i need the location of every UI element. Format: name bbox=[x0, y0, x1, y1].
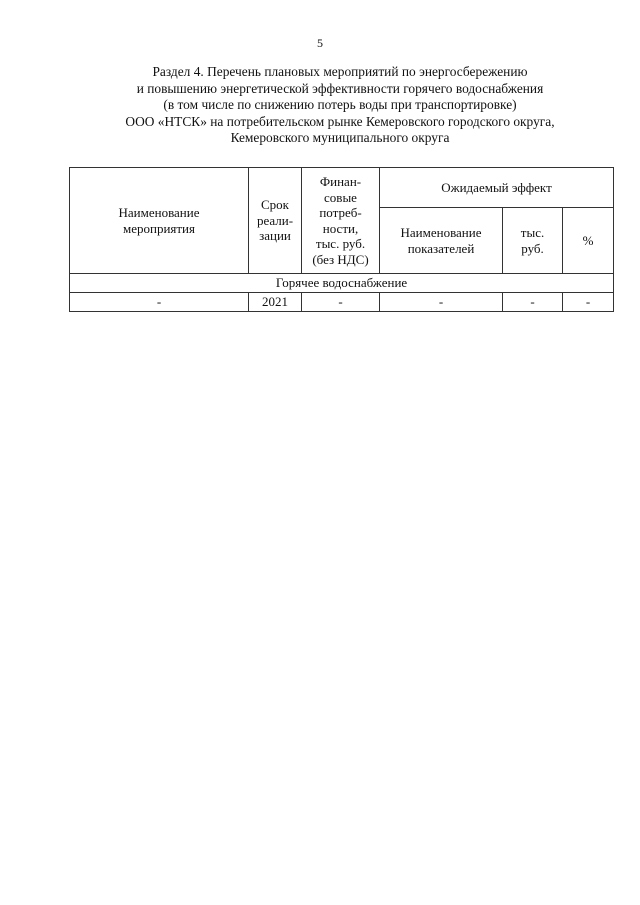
section-title-hot-water: Горячее водоснабжение bbox=[70, 274, 614, 293]
cell-financial: - bbox=[302, 293, 380, 312]
cell-indicator-name: - bbox=[380, 293, 503, 312]
header-term: Срок реали- зации bbox=[249, 168, 302, 274]
section-heading bbox=[60, 64, 620, 147]
section-row bbox=[70, 274, 614, 293]
cell-percent: - bbox=[563, 293, 614, 312]
heading-line: и повышению энергетической эффективности горячего водоснабжения bbox=[136, 80, 544, 96]
header-thousand-rub: тыс. руб. bbox=[503, 208, 563, 274]
cell-measure-name: - bbox=[70, 293, 249, 312]
header-financial-needs: Финан- совые потреб- ности, тыс. руб. (без НДС) bbox=[302, 168, 380, 274]
header-indicator-name: Наименование показателей bbox=[380, 208, 503, 274]
cell-thousand-rub: - bbox=[503, 293, 563, 312]
table-header-row bbox=[70, 168, 614, 208]
table-row bbox=[70, 293, 614, 312]
page-number: 5 bbox=[317, 36, 323, 50]
cell-term: 2021 bbox=[249, 293, 302, 312]
heading-line: ООО «НТСК» на потребительском рынке Кемеровского городского округа, bbox=[125, 113, 555, 129]
heading-line: (в том числе по снижению потерь воды при транспортировке) bbox=[163, 97, 517, 112]
header-percent: % bbox=[563, 208, 614, 274]
header-expected-effect: Ожидаемый эффект bbox=[380, 168, 614, 208]
header-measure-name: Наименование мероприятия bbox=[70, 168, 249, 274]
heading-line: Кемеровского муниципального округа bbox=[230, 130, 450, 145]
heading-line: Раздел 4. Перечень плановых мероприятий по энергосбережению bbox=[152, 64, 528, 79]
measures-table bbox=[69, 167, 614, 312]
